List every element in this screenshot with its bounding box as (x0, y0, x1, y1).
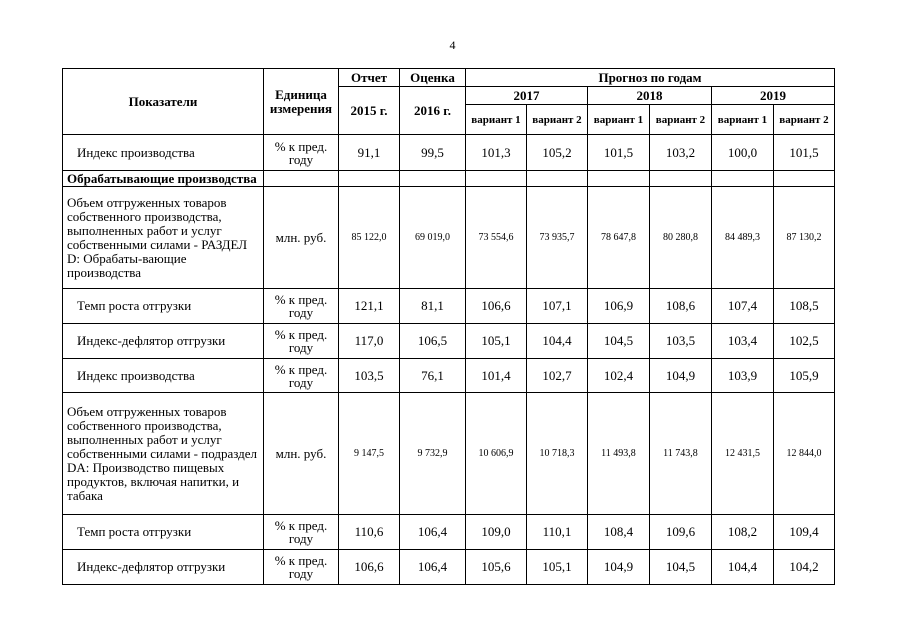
cell: 12 844,0 (774, 393, 835, 515)
header-variant-2: вариант 2 (650, 105, 712, 135)
cell: 104,9 (650, 359, 712, 393)
row-unit: % к пред. году (264, 324, 339, 359)
table-row (63, 550, 835, 585)
row-name: Объем отгруженных товаров собственного производства, выполненных работ и услуг собственными силами - РАЗДЕЛ D: Обрабаты-вающие производства (63, 187, 264, 289)
cell: 108,4 (588, 515, 650, 550)
cell: 103,5 (650, 324, 712, 359)
table-row (63, 187, 835, 289)
row-unit: % к пред. году (264, 515, 339, 550)
cell: 10 718,3 (527, 393, 588, 515)
cell: 105,9 (774, 359, 835, 393)
cell: 104,5 (650, 550, 712, 585)
cell: 103,5 (339, 359, 400, 393)
cell: 102,7 (527, 359, 588, 393)
header-indicators: Показатели (63, 69, 264, 135)
row-name: Индекс-дефлятор отгрузки (63, 324, 264, 359)
header-report-year: 2015 г. (339, 87, 400, 135)
row-name: Темп роста отгрузки (63, 289, 264, 324)
cell: 105,1 (527, 550, 588, 585)
cell: 80 280,8 (650, 187, 712, 289)
cell: 110,6 (339, 515, 400, 550)
row-unit: % к пред. году (264, 289, 339, 324)
cell: 106,6 (466, 289, 527, 324)
cell: 107,1 (527, 289, 588, 324)
header-variant-1: вариант 1 (466, 105, 527, 135)
cell: 117,0 (339, 324, 400, 359)
row-unit: % к пред. году (264, 359, 339, 393)
cell: 105,6 (466, 550, 527, 585)
header-variant-2: вариант 2 (774, 105, 835, 135)
cell: 87 130,2 (774, 187, 835, 289)
cell: 121,1 (339, 289, 400, 324)
header-year-2019: 2019 (712, 87, 835, 105)
cell: 11 743,8 (650, 393, 712, 515)
cell: 108,2 (712, 515, 774, 550)
header-forecast: Прогноз по годам (466, 69, 835, 87)
cell: 104,5 (588, 324, 650, 359)
cell: 109,0 (466, 515, 527, 550)
cell: 85 122,0 (339, 187, 400, 289)
cell: 84 489,3 (712, 187, 774, 289)
cell: 69 019,0 (400, 187, 466, 289)
cell: 73 935,7 (527, 187, 588, 289)
cell: 11 493,8 (588, 393, 650, 515)
cell: 104,4 (527, 324, 588, 359)
cell: 109,4 (774, 515, 835, 550)
cell: 103,4 (712, 324, 774, 359)
header-variant-2: вариант 2 (527, 105, 588, 135)
cell: 9 732,9 (400, 393, 466, 515)
cell: 101,5 (588, 135, 650, 171)
cell: 110,1 (527, 515, 588, 550)
cell: 104,9 (588, 550, 650, 585)
cell: 104,4 (712, 550, 774, 585)
header-variant-1: вариант 1 (588, 105, 650, 135)
header-variant-1: вариант 1 (712, 105, 774, 135)
cell: 106,5 (400, 324, 466, 359)
cell: 73 554,6 (466, 187, 527, 289)
cell: 106,9 (588, 289, 650, 324)
forecast-table (62, 68, 835, 585)
cell: 104,2 (774, 550, 835, 585)
row-unit: % к пред. году (264, 135, 339, 171)
row-unit: млн. руб. (264, 187, 339, 289)
table-row (63, 393, 835, 515)
section-row (63, 171, 835, 187)
cell: 106,4 (400, 550, 466, 585)
cell: 102,5 (774, 324, 835, 359)
cell: 105,2 (527, 135, 588, 171)
row-name: Индекс производства (63, 359, 264, 393)
cell: 10 606,9 (466, 393, 527, 515)
cell: 12 431,5 (712, 393, 774, 515)
table-row (63, 289, 835, 324)
table-row (63, 359, 835, 393)
row-name: Индекс-дефлятор отгрузки (63, 550, 264, 585)
header-estimate: Оценка (400, 69, 466, 87)
cell: 106,4 (400, 515, 466, 550)
cell: 103,2 (650, 135, 712, 171)
row-name: Темп роста отгрузки (63, 515, 264, 550)
cell: 99,5 (400, 135, 466, 171)
header-year-2017: 2017 (466, 87, 588, 105)
header-report: Отчет (339, 69, 400, 87)
header-unit: Единица измерения (264, 69, 339, 135)
cell: 102,4 (588, 359, 650, 393)
page-number: 4 (449, 38, 456, 52)
cell: 108,5 (774, 289, 835, 324)
cell: 107,4 (712, 289, 774, 324)
cell: 81,1 (400, 289, 466, 324)
cell: 109,6 (650, 515, 712, 550)
cell: 108,6 (650, 289, 712, 324)
table-row (63, 324, 835, 359)
cell: 106,6 (339, 550, 400, 585)
table-row (63, 135, 835, 171)
cell: 78 647,8 (588, 187, 650, 289)
row-name: Индекс производства (63, 135, 264, 171)
cell: 100,0 (712, 135, 774, 171)
row-unit: % к пред. году (264, 550, 339, 585)
row-name: Объем отгруженных товаров собственного производства, выполненных работ и услуг собственными силами - подраздел DA: Производство пищевых продуктов, включая напитки, и табака (63, 393, 264, 515)
header-year-2018: 2018 (588, 87, 712, 105)
row-unit: млн. руб. (264, 393, 339, 515)
header-estimate-year: 2016 г. (400, 87, 466, 135)
cell: 91,1 (339, 135, 400, 171)
cell: 105,1 (466, 324, 527, 359)
cell: 103,9 (712, 359, 774, 393)
cell: 9 147,5 (339, 393, 400, 515)
cell: 101,4 (466, 359, 527, 393)
table-row (63, 515, 835, 550)
section-title: Обрабатывающие производства (63, 171, 264, 187)
cell: 76,1 (400, 359, 466, 393)
cell: 101,3 (466, 135, 527, 171)
cell: 101,5 (774, 135, 835, 171)
